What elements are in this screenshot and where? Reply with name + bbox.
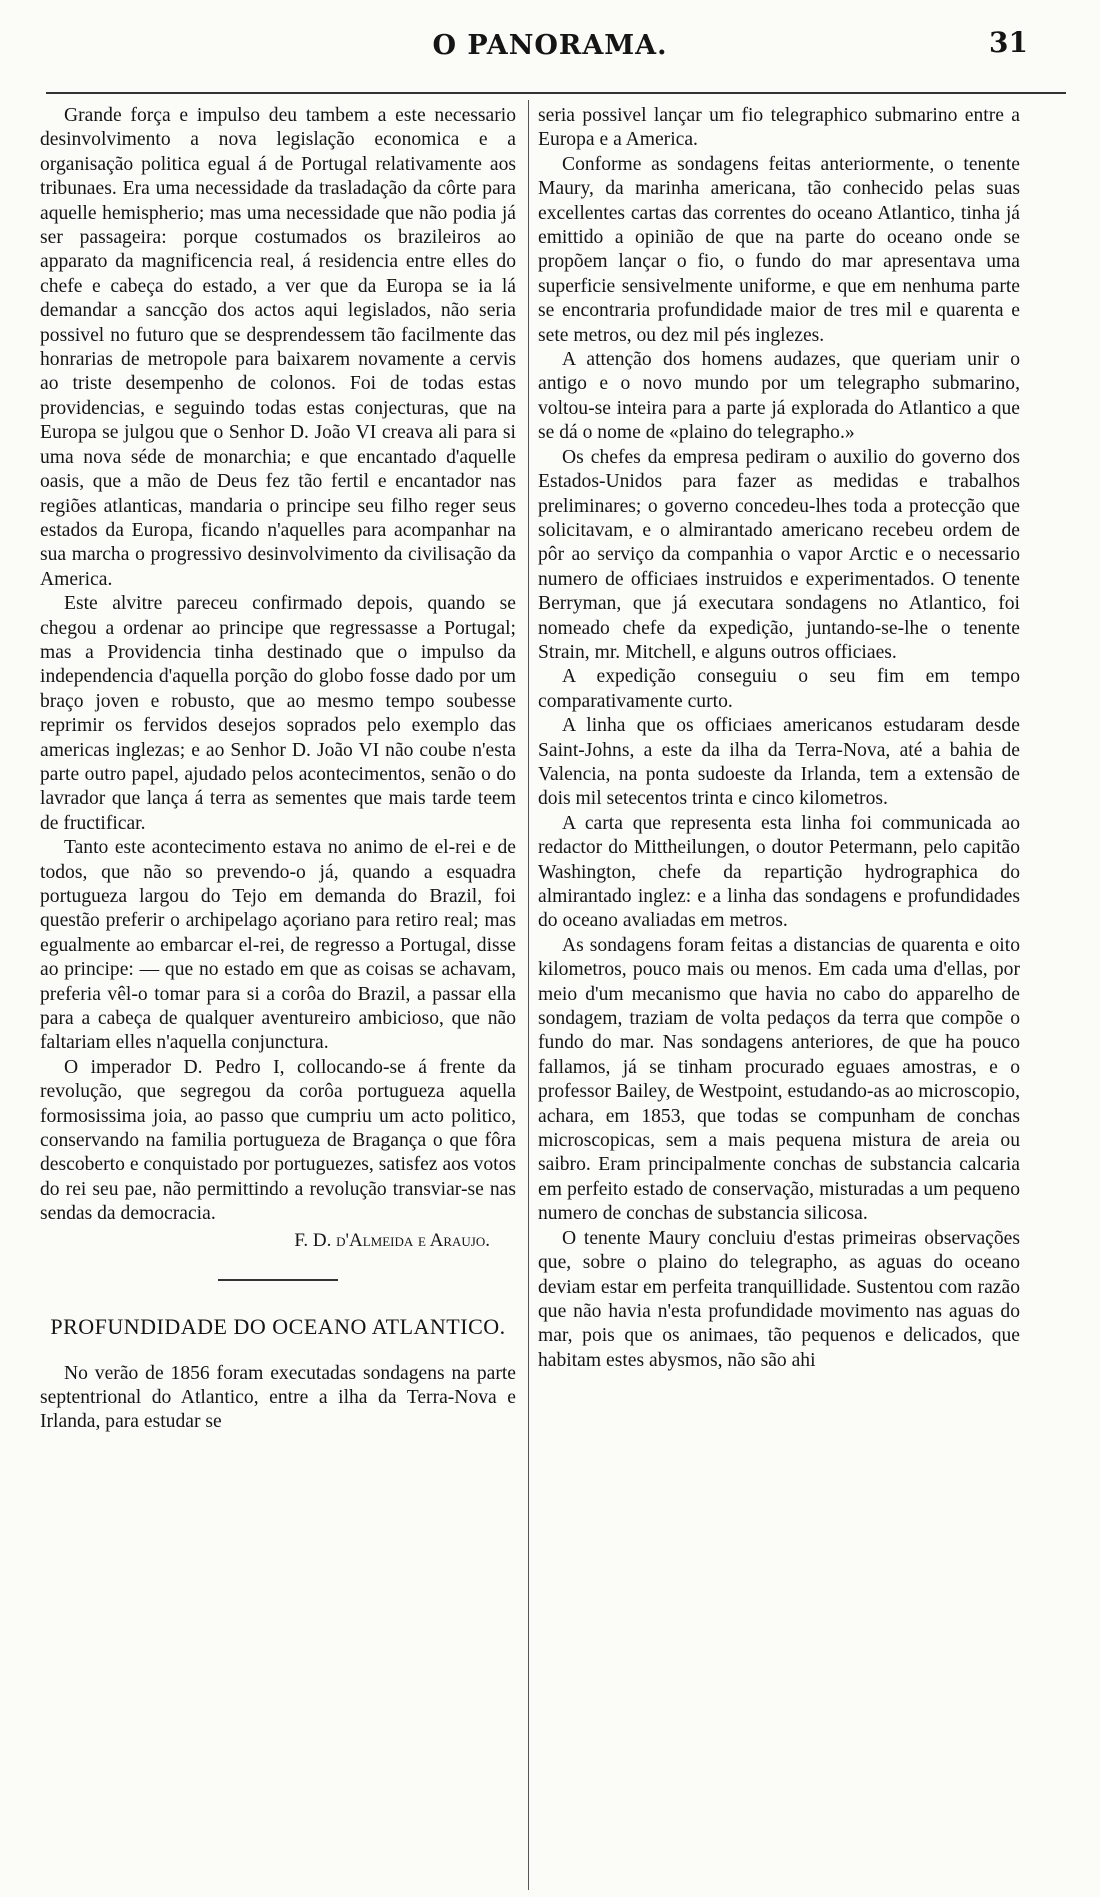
article-paragraph: A carta que representa esta linha foi communicada ao redactor do Mittheilungen, o doutor Petermann, pelo capitão Washington, chefe da repartição hydrographica do almirantado inglez: e a linha das sondagens e profundidades do oceano avaliadas em metros. — [538, 812, 1020, 932]
article-paragraph-continued: seria possivel lançar um fio telegraphico submarino entre a Europa e a America. — [538, 105, 1020, 151]
author-signature: F. D. d'Almeida e Araujo. — [294, 1229, 490, 1251]
article-paragraph: Grande força e impulso deu tambem a este necessario desinvolvimento a nova legislação economica e a organisação politica egual á de Portugal relativamente aos tribunaes. Era uma necessidade da trasladação da côrte para aquelle hemispherio; mas uma necessidade que não podia já ser passageira: porque costumados os brazileiros ao apparato da magnificencia real, á residencia entre elles do chefe e cabeça do estado, a ver que da Europa se ia lá demandar a sancção dos actos aqui legislados, não seria possivel no futuro que se desprendessem tão facilmente das honrarias de metropole para baixarem novamente a cervis ao triste desempenho de colonos. Foi de todas estas providencias, e seguindo todas estas conjecturas, que na Europa se julgou que o Senhor D. João VI creava ali para si uma nova séde de monarchia; e que encantado d'aquelle oasis, que a mão de Deus fez tão fertil e encantador nas regiões atlanticas, mandaria o principe seu filho reger seus estados da Europa, ficando n'aquelles para acompanhar na sua marcha o progressivo desinvolvimento da civilisação da America. — [40, 105, 516, 590]
section-heading: PROFUNDIDADE DO OCEANO ATLANTICO. — [50, 1314, 506, 1340]
left-column — [40, 104, 516, 1435]
article-paragraph: No verão de 1856 foram executadas sondagens na parte septentrional do Atlantico, entre a ilha da Terra-Nova e Irlanda, para estudar se — [40, 1362, 516, 1433]
page-number: 31 — [989, 26, 1028, 59]
article-paragraph: Conforme as sondagens feitas anteriormente, o tenente Maury, da marinha americana, tão conhecido pelas suas excellentes cartas das correntes do oceano Atlantico, tinha já emittido a opinião de que na parte do oceano onde se propõem lançar o fio, o fundo do mar apresentava uma superficie sensivelmente uniforme, e que em nenhuma parte se encontraria profundidade maior de tres mil e quarenta e sete metros, ou dez mil pés inglezes. — [538, 153, 1020, 346]
article-paragraph: A linha que os officiaes americanos estudaram desde Saint-Johns, a este da ilha da Terra-Nova, até a bahia de Valencia, na ponta sudoeste da Irlanda, tem a extensão de dois mil setecentos trinta e cinco kilometros. — [538, 715, 1020, 810]
running-head — [0, 22, 1100, 66]
article-paragraph: O imperador D. Pedro I, collocando-se á frente da revolução, que segregou da corôa portugueza aquella formosissima joia, ao passo que cumpriu um acto politico, conservando na familia portugueza de Bragança o que fôra descoberto e conquistado por portuguezes, satisfez aos votos do rei seu pae, não permittindo a revolução transviar-se nas sendas da democracia. — [40, 1056, 516, 1225]
right-column — [538, 104, 1020, 1373]
journal-title: O PANORAMA. — [432, 30, 668, 61]
header-rule — [46, 92, 1066, 94]
article-paragraph: Este alvitre pareceu confirmado depois, quando se chegou a ordenar ao principe que regressasse a Portugal; mas a Providencia tinha destinado que o impulso da independencia d'aquella porção do globo fosse dado por um braço joven e robusto, que ao mesmo tempo soubesse reprimir os fervidos desejos soprados pelo exemplo das americas inglezas; e ao Senhor D. João VI não coube n'esta parte outro papel, ajudado pelos acontecimentos, senão o do lavrador que lança á terra as sementes que mais tarde teem de fructificar. — [40, 593, 516, 834]
section-divider — [218, 1279, 338, 1281]
article-paragraph: Os chefes da empresa pediram o auxilio do governo dos Estados-Unidos para fazer as medidas e trabalhos preliminares; o governo concedeu-lhes toda a protecção que solicitavam, e o almirantado americano recebeu ordem de pôr ao serviço da companhia o vapor Arctic e o necessario numero de officiaes instruidos e experimentados. O tenente Berryman, que já executara sondagens no Atlantico, foi nomeado chefe da expedição, juntando-se-lhe o tenente Strain, mr. Mitchell, e alguns outros officiaes. — [538, 446, 1020, 663]
column-divider — [528, 100, 529, 1890]
article-paragraph: Tanto este acontecimento estava no animo de el-rei e de todos, que não so prevendo-o já, quando a esquadra portugueza largou do Tejo em demanda do Brazil, foi questão preferir o archipelago açoriano para retiro real; mas egualmente ao embarcar el-rei, de regresso a Portugal, disse ao principe: — que no estado em que as coisas se achavam, preferia vêl-o tomar para si a corôa do Brazil, a passar ella para a cabeça de qualquer aventureiro ambicioso, que não faltariam elles n'aquella conjunctura. — [40, 837, 516, 1054]
article-paragraph: A expedição conseguiu o seu fim em tempo comparativamente curto. — [538, 666, 1020, 712]
article-paragraph: As sondagens foram feitas a distancias de quarenta e oito kilometros, pouco mais ou menos. Em cada uma d'ellas, por meio d'um mecanismo que havia no cabo do apparelho de sondagem, traziam de volta pedaços da terra que compõe o fundo do mar. Nas sondagens anteriores, de que ha pouco fallamos, já se tinham procurado eguaes amostras, e o professor Bailey, de Westpoint, estudando-as ao microscopio, achara, em 1853, que todas se compunham de conchas microscopicas, sem a mais pequena mistura de areia ou saibro. Eram principalmente conchas de substancia calcaria em perfeito estado de conservação, misturadas a um pequeno numero de conchas de substancia silicosa. — [538, 934, 1020, 1225]
article-paragraph: A attenção dos homens audazes, que queriam unir o antigo e o novo mundo por um telegrapho submarino, voltou-se inteira para a parte já explorada do Atlantico a que se dá o nome de «plaino do telegrapho.» — [538, 349, 1020, 444]
article-paragraph: O tenente Maury concluiu d'estas primeiras observações que, sobre o plaino do telegrapho, as aguas do oceano deviam estar em perfeita tranquillidade. Sustentou com razão que não havia n'esta profundidade movimento nas aguas do mar, pois que os animaes, tão pequenos e delicados, que habitam estes abysmos, não são ahi — [538, 1227, 1020, 1371]
